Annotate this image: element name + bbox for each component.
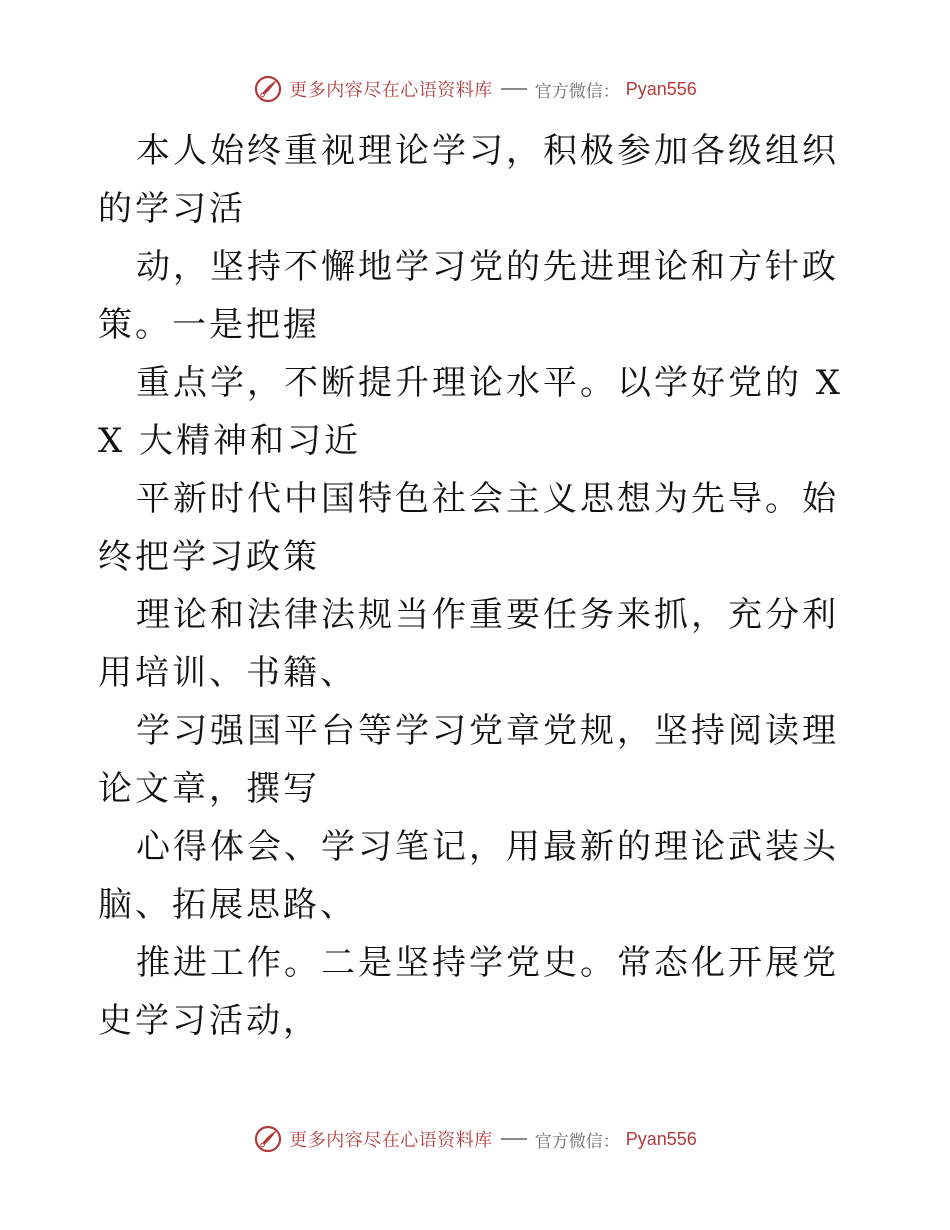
watermark-separator [501, 1138, 527, 1140]
document-body [98, 122, 858, 1050]
watermark-wechat-id: Pyan556 [625, 1128, 697, 1149]
watermark-text: 更多内容尽在心语资料库 [289, 1130, 493, 1151]
quill-seal-icon [253, 74, 283, 104]
watermark-wechat-label: 官方微信： [534, 1131, 620, 1152]
body-paragraph-8: 推进工作。二是坚持学党史。常态化开展党史学习活动， [98, 943, 839, 1041]
watermark-text: 更多内容尽在心语资料库 [289, 80, 493, 101]
body-paragraph-6: 学习强国平台等学习党章党规，坚持阅读理论文章，撰写 [98, 711, 839, 809]
body-paragraph-1: 本人始终重视理论学习，积极参加各级组织的学习活 [98, 131, 839, 229]
quill-seal-icon [253, 1124, 283, 1154]
body-paragraph-7: 心得体会、学习笔记，用最新的理论武装头脑、拓展思路、 [98, 827, 839, 925]
body-paragraph-2: 动，坚持不懈地学习党的先进理论和方针政策。一是把握 [98, 247, 839, 345]
watermark-wechat-label: 官方微信： [534, 81, 620, 102]
body-paragraph-5: 理论和法律法规当作重要任务来抓，充分利用培训、书籍、 [98, 595, 839, 693]
body-paragraph-3: 重点学，不断提升理论水平。以学好党的 XX 大精神和习近 [98, 363, 844, 461]
watermark-wechat-id: Pyan556 [625, 78, 697, 99]
watermark-separator [501, 88, 527, 90]
body-paragraph-4: 平新时代中国特色社会主义思想为先导。始终把学习政策 [98, 479, 839, 577]
header-watermark [0, 72, 950, 106]
footer-watermark [0, 1122, 950, 1156]
